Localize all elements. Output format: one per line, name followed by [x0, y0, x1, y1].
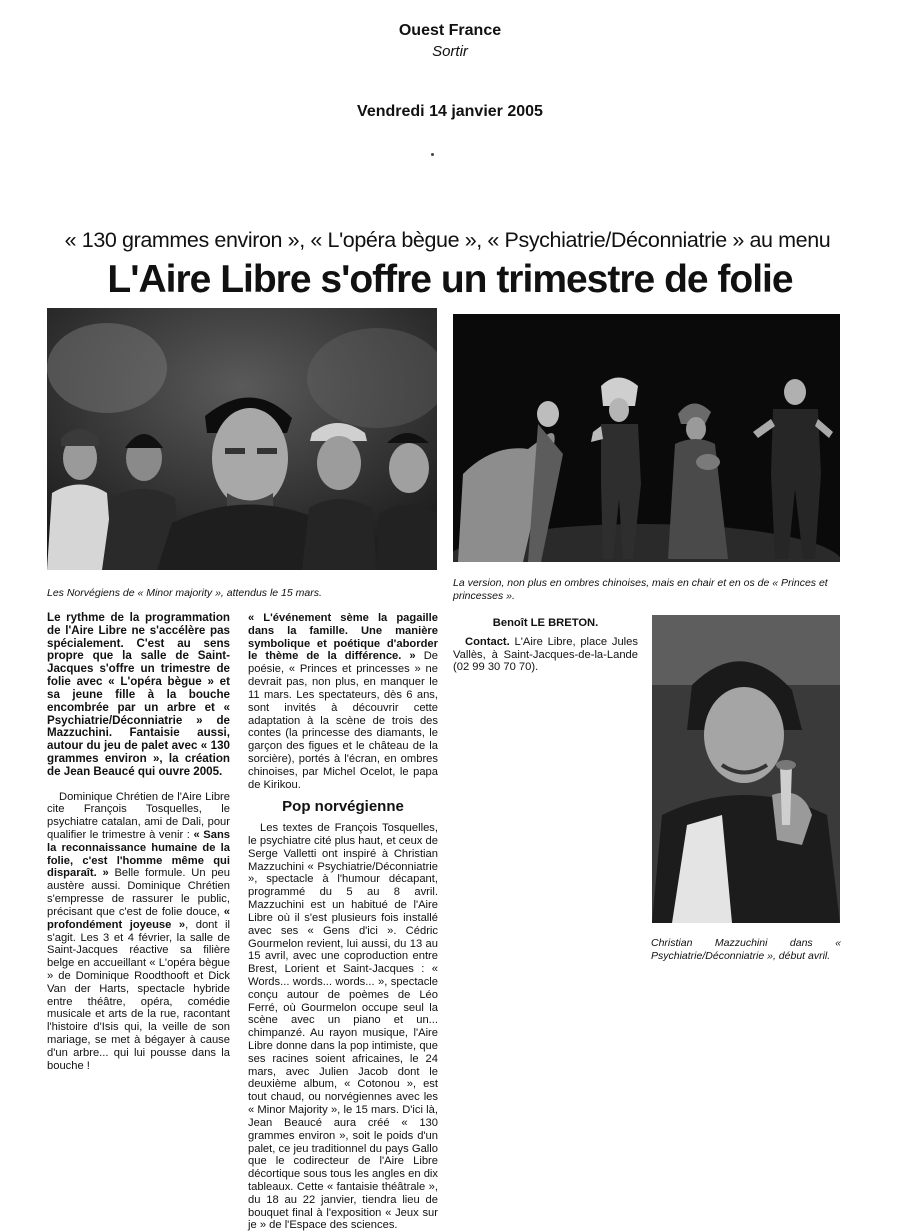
- section-name: Sortir: [432, 43, 468, 60]
- article-contact: Contact. L'Aire Libre, place Jules Vallès, à Saint-Jacques-de-la-Lande (02 99 30 70 70).: [453, 635, 638, 674]
- article-column-3: [453, 612, 638, 674]
- article-column-2: [248, 612, 438, 1232]
- stage-photo: [453, 314, 840, 562]
- article-subhead: Pop norvégienne: [282, 798, 404, 816]
- scan-speck: [431, 153, 434, 156]
- article-paragraph-1-cont: « L'événement sème la pagaille dans la famille. Une manière symbolique et poétique d'aborder le thème de la différence. » De poésie, « Princes et princesses » ne devrait pas, non plus, en manquer le 11 mars. Les spectateurs, dès 6 ans, sont invités à découvrir cette adaptation à la scène de trois des contes (la princesse des diamants, le garçon des figues et le château de la sorcière), portés à l'écran, en ombres chinoises, par Michel Ocelot, le papa de Kirikou.: [248, 612, 438, 791]
- caption-stage-photo: La version, non plus en ombres chinoises, mais en chair et en os de « Princes et princesses ».: [453, 577, 828, 602]
- article-paragraph-1-end: , dont il s'agit. Les 3 et 4 février, la salle de Saint-Jacques réactive sa filière belge en accueillant « L'opéra bègue » de Dominique Roodthooft et Dick Van der Harts, spectacle hybride entre théâtre, opéra, comédie musicale et arts de la rue, racontant l'histoire d'Isis qui, la veille de son mariage, se met à bégayer à cause d'un arbre... qui lui pousse dans la bouche !: [47, 918, 230, 1072]
- article-headline: L'Aire Libre s'offre un trimestre de folie: [107, 258, 793, 301]
- article-paragraph-2: Les textes de François Tosquelles, le psychiatre cité plus haut, et ceux de Serge Valletti ont inspiré à Christian Mazzuchini « Psychiatrie/Déconniatrie », spectacle à l'humour décapant, programmé du 5 au 8 avril. Mazzuchini est un habitué de l'Aire Libre où il s'est plusieurs fois installé avec ses « Gens d'ici ». Cédric Gourmelon revient, lui aussi, du 13 au 15 avril, avec une coproduction entre Brest, Lorient et Saint-Jacques : « Words... words... words... », spectacle conçu autour de poèmes de Léo Ferré, où Gourmelon occupe seul la scène avec un piano et un... chimpanzé. Au rayon musique, l'Aire Libre donne dans la pop intimiste, que ses racines soient africaines, le 24 mars, avec Julien Jacob dont le deuxième album, « Cotonou », est tout chaud, ou norvégiennes avec les « Minor Majority », le 15 mars. D'ici là, Jean Beaucé aura créé « 130 grammes environ », soit le poids d'un palet, ce jeu traditionnel du pays Gallo que le codirecteur de l'Aire Libre décortique sous tous les angles en dix tableaux. Cette « fantaisie théâtrale », du 18 au 22 janvier, tiendra lieu de bouquet final à l'exposition « Jeux sur je » de l'Espace des sciences.: [248, 822, 438, 1232]
- article-lead: Le rythme de la programmation de l'Aire Libre ne s'accélère pas spécialement. C'est au sens propre que la salle de Saint-Jacques s'offre un trimestre de folie avec « L'opéra bègue » et sa jeune fille à la bouche encombrée par un arbre et « Psychiatrie/Déconniatrie » de Mazzuchini. Fantaisie aussi, autour du jeu de palet avec « 130 grammes environ », la création de Jean Beaucé qui ouvre 2005.: [47, 611, 230, 778]
- article-signature: Benoît LE BRETON.: [492, 617, 599, 629]
- caption-band-photo: Les Norvégiens de « Minor majority », attendus le 15 mars.: [47, 587, 322, 599]
- article-kicker: « 130 grammes environ », « L'opéra bègue », « Psychiatrie/Déconniatrie » au menu: [64, 228, 831, 252]
- publication-date: Vendredi 14 janvier 2005: [357, 103, 543, 120]
- publication-name: Ouest France: [398, 22, 502, 39]
- article-paragraph-1: Dominique Chrétien de l'Aire Libre cite François Tosquelles, le psychiatre catalan, ami de Dali, pour qualifier le trimestre à venir : « Sans la reconnaissance humaine de la folie, c'est l'homme même qui disparaît. » Belle formule. Un peu austère aussi. Dominique Chrétien s'empresse de rassurer le public, précisant que c'est de folie douce, « profondément joyeuse », dont il s'agit. Les 3 et 4 février, la salle de Saint-Jacques réactive sa filière belge en accueillant « L'opéra bègue » de Dominique Roodthooft et Dick Van der Harts, spectacle hybride entre théâtre, opéra, comédie musicale et arts de la rue, racontant l'histoire d'Isis qui, la veille de son mariage, se met à bégayer à cause d'un arbre... qui lui pousse dans la bouche !: [47, 790, 230, 1072]
- caption-portrait-photo: Christian Mazzuchini dans « Psychiatrie/Déconniatrie », début avril.: [651, 937, 841, 962]
- band-photo: [47, 308, 437, 570]
- article-column-1: [47, 612, 230, 1072]
- portrait-photo: [652, 615, 840, 923]
